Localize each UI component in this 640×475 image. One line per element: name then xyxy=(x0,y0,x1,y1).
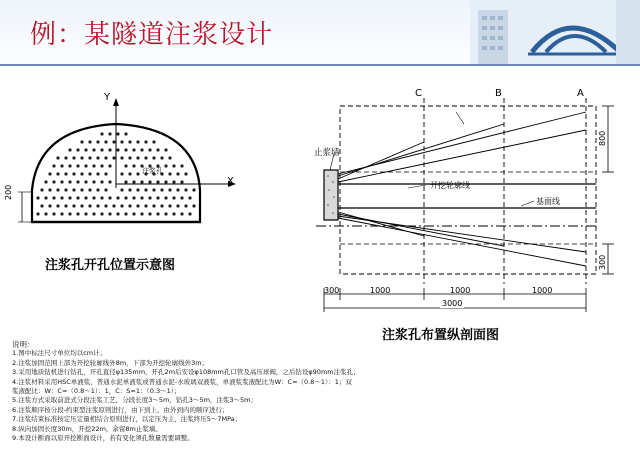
dim-bottom-3: 1000 xyxy=(450,286,471,295)
grout-hole-dot xyxy=(76,148,79,151)
grout-hole-dot xyxy=(84,164,87,167)
grout-hole-dot xyxy=(164,196,167,199)
grout-hole-dot xyxy=(188,196,191,199)
note-line: 7.注浆结束标准按定压定量相结合原则进行，以定压为主，注浆终压5～7MPa； xyxy=(12,415,242,424)
grout-hole-dot xyxy=(176,172,179,175)
grout-hole-dot xyxy=(128,204,131,207)
grout-hole-dot xyxy=(108,196,111,199)
grout-hole-dot xyxy=(72,172,75,175)
grout-hole-dot xyxy=(44,196,47,199)
grout-hole-dot xyxy=(152,204,155,207)
grout-hole-dot xyxy=(92,196,95,199)
grout-hole-dot xyxy=(96,204,99,207)
grout-hole-dot xyxy=(184,188,187,191)
grout-hole-dot xyxy=(160,188,163,191)
grout-hole-dot xyxy=(100,196,103,199)
grout-hole-dot xyxy=(52,212,55,215)
grout-hole-dot xyxy=(124,212,127,215)
grout-hole-dot xyxy=(172,180,175,183)
note-line: 8.纵向加固长度30m，开挖22m，余留8m止浆墙。 xyxy=(12,424,162,433)
grout-hole-dot xyxy=(168,156,171,159)
design-notes xyxy=(12,340,632,443)
title-rule xyxy=(0,64,640,66)
grout-hole-dot xyxy=(68,148,71,151)
grout-hole-dot xyxy=(116,212,119,215)
note-line: 5.注浆方式采取前进式分段注浆工艺，分段长度3～5m，钻孔3～5m，注浆3～5m； xyxy=(12,396,258,405)
grout-hole-dot xyxy=(148,148,151,151)
grout-hole-dot xyxy=(124,164,127,167)
contour-line-label: 开挖轮廓线 xyxy=(430,181,470,190)
note-line: 6.注浆顺序按分段-约束型注浆原则进行，由下到上、由外到内的顺序进行； xyxy=(12,405,229,414)
grout-hole-dot xyxy=(56,156,59,159)
grout-hole-dot xyxy=(112,204,115,207)
grout-hole-dot xyxy=(48,188,51,191)
grout-hole-dot xyxy=(180,212,183,215)
grout-hole-dot xyxy=(136,188,139,191)
grout-hole-dot xyxy=(92,148,95,151)
grout-hole-dot xyxy=(88,204,91,207)
grout-hole-dot xyxy=(156,180,159,183)
dim-total: 3000 xyxy=(442,299,463,308)
grout-hole-dot xyxy=(104,188,107,191)
grout-hole-dot xyxy=(84,196,87,199)
grout-hole-dot xyxy=(116,148,119,151)
grout-hole-dot xyxy=(88,140,91,143)
grout-hole-dot xyxy=(76,196,79,199)
note-line: 9.本设计断面以原开挖断面设计，若有变化须孔数量需要调整。 xyxy=(12,434,194,443)
grout-hole-dot xyxy=(92,164,95,167)
grout-hole-dot xyxy=(144,156,147,159)
grout-hole-dot xyxy=(88,172,91,175)
grout-hole-dot xyxy=(164,180,167,183)
grout-hole-dot xyxy=(148,196,151,199)
grout-hole-dot xyxy=(60,180,63,183)
note-line: 2.注浆加固范围上部为开挖轮廓线外8m，下部为开挖轮廓线外3m； xyxy=(12,358,209,367)
dim-bottom-1: 300 xyxy=(324,286,340,295)
building-logo-icon xyxy=(470,0,640,64)
stop-wall-label: 止浆墙 xyxy=(314,148,340,158)
section-a-label: A xyxy=(577,88,584,99)
grout-hole-dot xyxy=(184,172,187,175)
grout-hole-dot xyxy=(104,156,107,159)
grout-hole-dot xyxy=(116,196,119,199)
grout-hole-dot xyxy=(144,140,147,143)
note-line: 1.图中标注尺寸单位均以cm计； xyxy=(12,349,107,358)
grout-hole-dot xyxy=(148,180,151,183)
grout-hole-dot xyxy=(44,212,47,215)
grout-hole-dot xyxy=(64,156,67,159)
grout-hole-dot xyxy=(92,212,95,215)
grout-hole-dot xyxy=(180,164,183,167)
grout-hole-dot xyxy=(52,164,55,167)
grout-hole-dot xyxy=(148,212,151,215)
grout-hole-dot xyxy=(132,164,135,167)
grout-hole-dot xyxy=(124,148,127,151)
grout-hole-dot xyxy=(184,204,187,207)
grout-hole-dot xyxy=(164,212,167,215)
grout-hole-dot xyxy=(136,172,139,175)
grout-hole-dot xyxy=(68,196,71,199)
grout-hole-dot xyxy=(52,180,55,183)
grout-hole-dot xyxy=(140,196,143,199)
grout-hole-dot xyxy=(180,196,183,199)
grout-hole-dot xyxy=(44,180,47,183)
grout-hole-dot xyxy=(48,172,51,175)
grout-hole-dot xyxy=(88,188,91,191)
note-line: 浆液配比：W：C=（0.8～1）：1，C：S=1：（0.3～1）； xyxy=(12,387,181,396)
grout-hole-dot xyxy=(176,204,179,207)
grout-hole-dot xyxy=(108,212,111,215)
grout-hole-dot xyxy=(72,188,75,191)
grout-hole-dot xyxy=(136,140,139,143)
grout-hole-section-figure xyxy=(0,80,300,280)
grout-hole-dot xyxy=(112,140,115,143)
grout-hole-dot xyxy=(80,172,83,175)
grout-hole-dot xyxy=(136,204,139,207)
grout-hole-dot xyxy=(96,156,99,159)
grout-hole-dot xyxy=(64,204,67,207)
grout-hole-dot xyxy=(100,132,103,135)
grout-hole-dot xyxy=(168,172,171,175)
grout-hole-dot xyxy=(100,212,103,215)
grout-hole-dot xyxy=(172,212,175,215)
grout-hole-dot xyxy=(96,172,99,175)
grout-hole-dot xyxy=(108,148,111,151)
grout-hole-dot xyxy=(80,140,83,143)
grout-hole-dot xyxy=(56,188,59,191)
grout-hole-dot xyxy=(104,140,107,143)
grout-hole-label: 注浆孔 xyxy=(142,167,163,175)
grout-hole-dot xyxy=(136,156,139,159)
grout-hole-dot xyxy=(56,204,59,207)
grout-hole-dot xyxy=(168,204,171,207)
grout-hole-dot xyxy=(68,212,71,215)
grout-hole-dot xyxy=(96,140,99,143)
note-line: 3.采用地质钻机进行钻孔，开孔直径φ135mm，开孔2m后安设φ108mm孔口管及高压球阀，之后钻设φ90mm注浆孔； xyxy=(12,368,360,377)
grout-hole-dot xyxy=(164,164,167,167)
grout-hole-dot xyxy=(60,212,63,215)
dim-800: 800 xyxy=(598,130,607,146)
grout-hole-dot xyxy=(80,188,83,191)
grout-hole-dot xyxy=(140,180,143,183)
grout-hole-dot xyxy=(156,148,159,151)
grout-hole-dot xyxy=(132,212,135,215)
grout-hole-dot xyxy=(40,204,43,207)
grout-hole-dot xyxy=(108,180,111,183)
axis-x-label: X xyxy=(227,176,234,187)
grout-hole-dot xyxy=(132,180,135,183)
grout-hole-dot xyxy=(120,156,123,159)
grout-hole-dot xyxy=(152,188,155,191)
grout-hole-dot xyxy=(84,180,87,183)
grout-hole-dot xyxy=(152,156,155,159)
grout-hole-dot xyxy=(84,148,87,151)
grout-hole-dot xyxy=(120,204,123,207)
grout-hole-dot xyxy=(108,164,111,167)
grout-hole-dot xyxy=(52,196,55,199)
grout-hole-dot xyxy=(140,148,143,151)
grout-hole-dot xyxy=(72,204,75,207)
grout-hole-dot xyxy=(120,140,123,143)
grout-hole-dot xyxy=(104,204,107,207)
grout-hole-dot xyxy=(152,140,155,143)
grout-hole-dot xyxy=(88,156,91,159)
grout-hole-dot xyxy=(68,180,71,183)
grout-hole-dot xyxy=(64,188,67,191)
grout-hole-dot xyxy=(140,212,143,215)
grout-hole-dot xyxy=(84,212,87,215)
grout-hole-dot xyxy=(100,180,103,183)
grout-hole-dot xyxy=(60,196,63,199)
grout-hole-dot xyxy=(76,180,79,183)
grout-hole-dot xyxy=(112,156,115,159)
grout-hole-dot xyxy=(64,172,67,175)
grout-hole-dot xyxy=(36,196,39,199)
grout-hole-dot xyxy=(68,164,71,167)
dim-200: 200 xyxy=(4,184,13,200)
grout-hole-dot xyxy=(124,132,127,135)
grout-hole-dot xyxy=(172,164,175,167)
grout-hole-dot xyxy=(100,148,103,151)
grout-hole-dot xyxy=(96,188,99,191)
grout-hole-dot xyxy=(104,172,107,175)
grout-hole-dot xyxy=(132,196,135,199)
grout-hole-dot xyxy=(172,196,175,199)
grout-hole-dot xyxy=(100,164,103,167)
grout-hole-dot xyxy=(128,172,131,175)
grout-hole-dot xyxy=(124,196,127,199)
grout-hole-dot xyxy=(128,188,131,191)
note-line: 4.注浆材料采用HSC单液浆、普通水泥单液浆或普通水泥-水玻璃双液浆，单液浆浆液配比为W：C=（0.8～1）：1；双 xyxy=(12,377,352,386)
grout-hole-dot xyxy=(120,172,123,175)
dim-bottom-4: 1000 xyxy=(532,286,553,295)
grout-hole-dot xyxy=(80,156,83,159)
grout-hole-dot xyxy=(168,188,171,191)
grout-hole-dot xyxy=(48,204,51,207)
grout-hole-dot xyxy=(76,212,79,215)
grout-hole-dot xyxy=(56,172,59,175)
grout-hole-dot xyxy=(124,180,127,183)
grout-hole-dot xyxy=(180,180,183,183)
section-c-label: C xyxy=(415,88,422,99)
dim-bottom-2: 1000 xyxy=(370,286,391,295)
grout-hole-dot xyxy=(156,212,159,215)
face-line-label: 基面线 xyxy=(536,197,560,206)
grout-hole-dot xyxy=(120,188,123,191)
grout-hole-dot xyxy=(40,188,43,191)
slide-title: 例：某隧道注浆设计 xyxy=(30,20,274,50)
axis-y-label: Y xyxy=(104,92,111,103)
grout-hole-dot xyxy=(92,180,95,183)
grout-hole-dot xyxy=(176,188,179,191)
dim-300-right: 300 xyxy=(598,254,607,270)
grout-hole-dot xyxy=(76,164,79,167)
grout-hole-dot xyxy=(156,196,159,199)
grout-hole-dot xyxy=(144,188,147,191)
left-figure-caption: 注浆孔开孔位置示意图 xyxy=(45,258,176,273)
grout-hole-dot xyxy=(192,204,195,207)
grout-hole-dot xyxy=(192,188,195,191)
notes-heading: 说明： xyxy=(12,340,35,349)
grout-hole-dot xyxy=(108,132,111,135)
grout-hole-dot xyxy=(72,156,75,159)
grout-hole-dot xyxy=(160,204,163,207)
grout-hole-dot xyxy=(132,148,135,151)
grout-hole-dot xyxy=(128,140,131,143)
grout-hole-dot xyxy=(144,204,147,207)
grout-hole-dot xyxy=(188,212,191,215)
grout-hole-dot xyxy=(36,212,39,215)
section-b-label: B xyxy=(495,88,502,99)
grout-hole-dot xyxy=(116,132,119,135)
grout-hole-dot xyxy=(164,148,167,151)
grout-hole-dot xyxy=(80,204,83,207)
grout-hole-dot xyxy=(160,156,163,159)
grout-hole-dot xyxy=(128,156,131,159)
right-figure-caption: 注浆孔布置纵剖面图 xyxy=(382,328,500,343)
grout-hole-dot xyxy=(60,164,63,167)
